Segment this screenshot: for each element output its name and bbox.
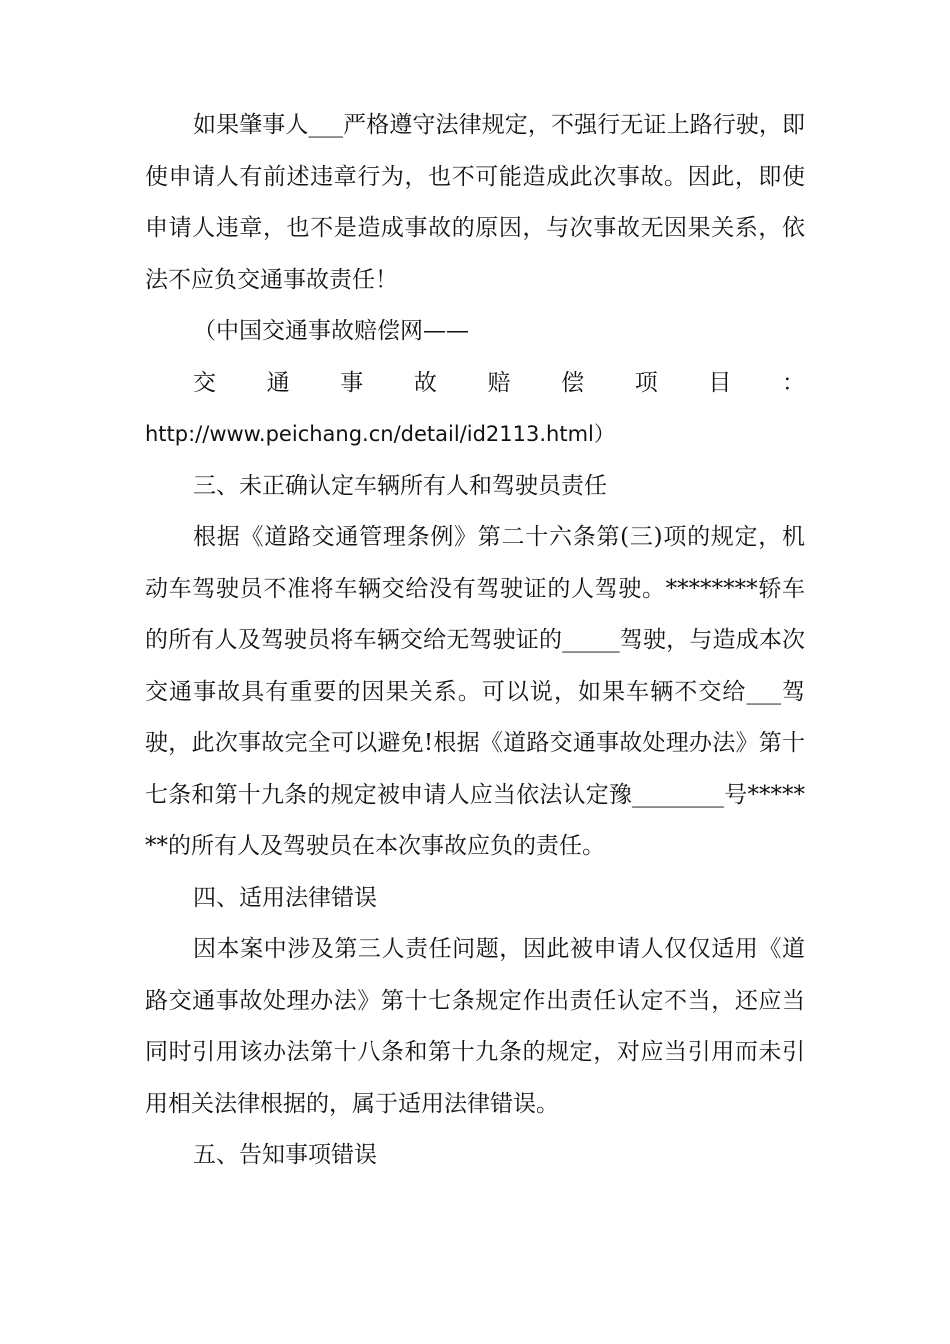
document-body <box>145 100 805 1182</box>
paragraph-causation: 如果肇事人___严格遵守法律规定，不强行无证上路行驶，即使申请人有前述违章行为，也不可能造成此次事故。因此，即使申请人违章，也不是造成事故的原因，与次事故无因果关系，依法不应负交通事故责任！ <box>145 112 805 293</box>
paragraph-owner-driver-responsibility: 根据《道路交通管理条例》第二十六条第(三)项的规定，机动车驾驶员不准将车辆交给没有驾驶证的人驾驶。********轿车的所有人及驾驶员将车辆交给无驾驶证的_____驾驶，与造成本次交通事故具有重要的因果关系。可以说，如果车辆不交给___驾驶，此次事故完全可以避免!根据《道路交通事故处理办法》第十七条和第十九条的规定被申请人应当依法认定豫________号*******的所有人及驾驶员在本次事故应负的责任。 <box>145 524 805 859</box>
paragraph-source-note: （中国交通事故赔偿网—— <box>193 318 469 344</box>
paragraph-source-title: 交 通 事 故 赔 偿 项 目 ： <box>193 369 805 396</box>
paragraph-law-application: 因本案中涉及第三人责任问题，因此被申请人仅仅适用《道路交通事故处理办法》第十七条规定作出责任认定不当，还应当同时引用该办法第十八条和第十九条的规定，对应当引用而未引用相关法律根据的，属于适用法律错误。 <box>145 936 805 1117</box>
section-heading-3: 三、未正确认定车辆所有人和驾驶员责任 <box>193 472 607 499</box>
source-url-text: http://www.peichang.cn/detail/id2113.html） <box>145 422 615 446</box>
section-heading-4: 四、适用法律错误 <box>193 884 377 911</box>
section-heading-5: 五、告知事项错误 <box>193 1142 377 1168</box>
